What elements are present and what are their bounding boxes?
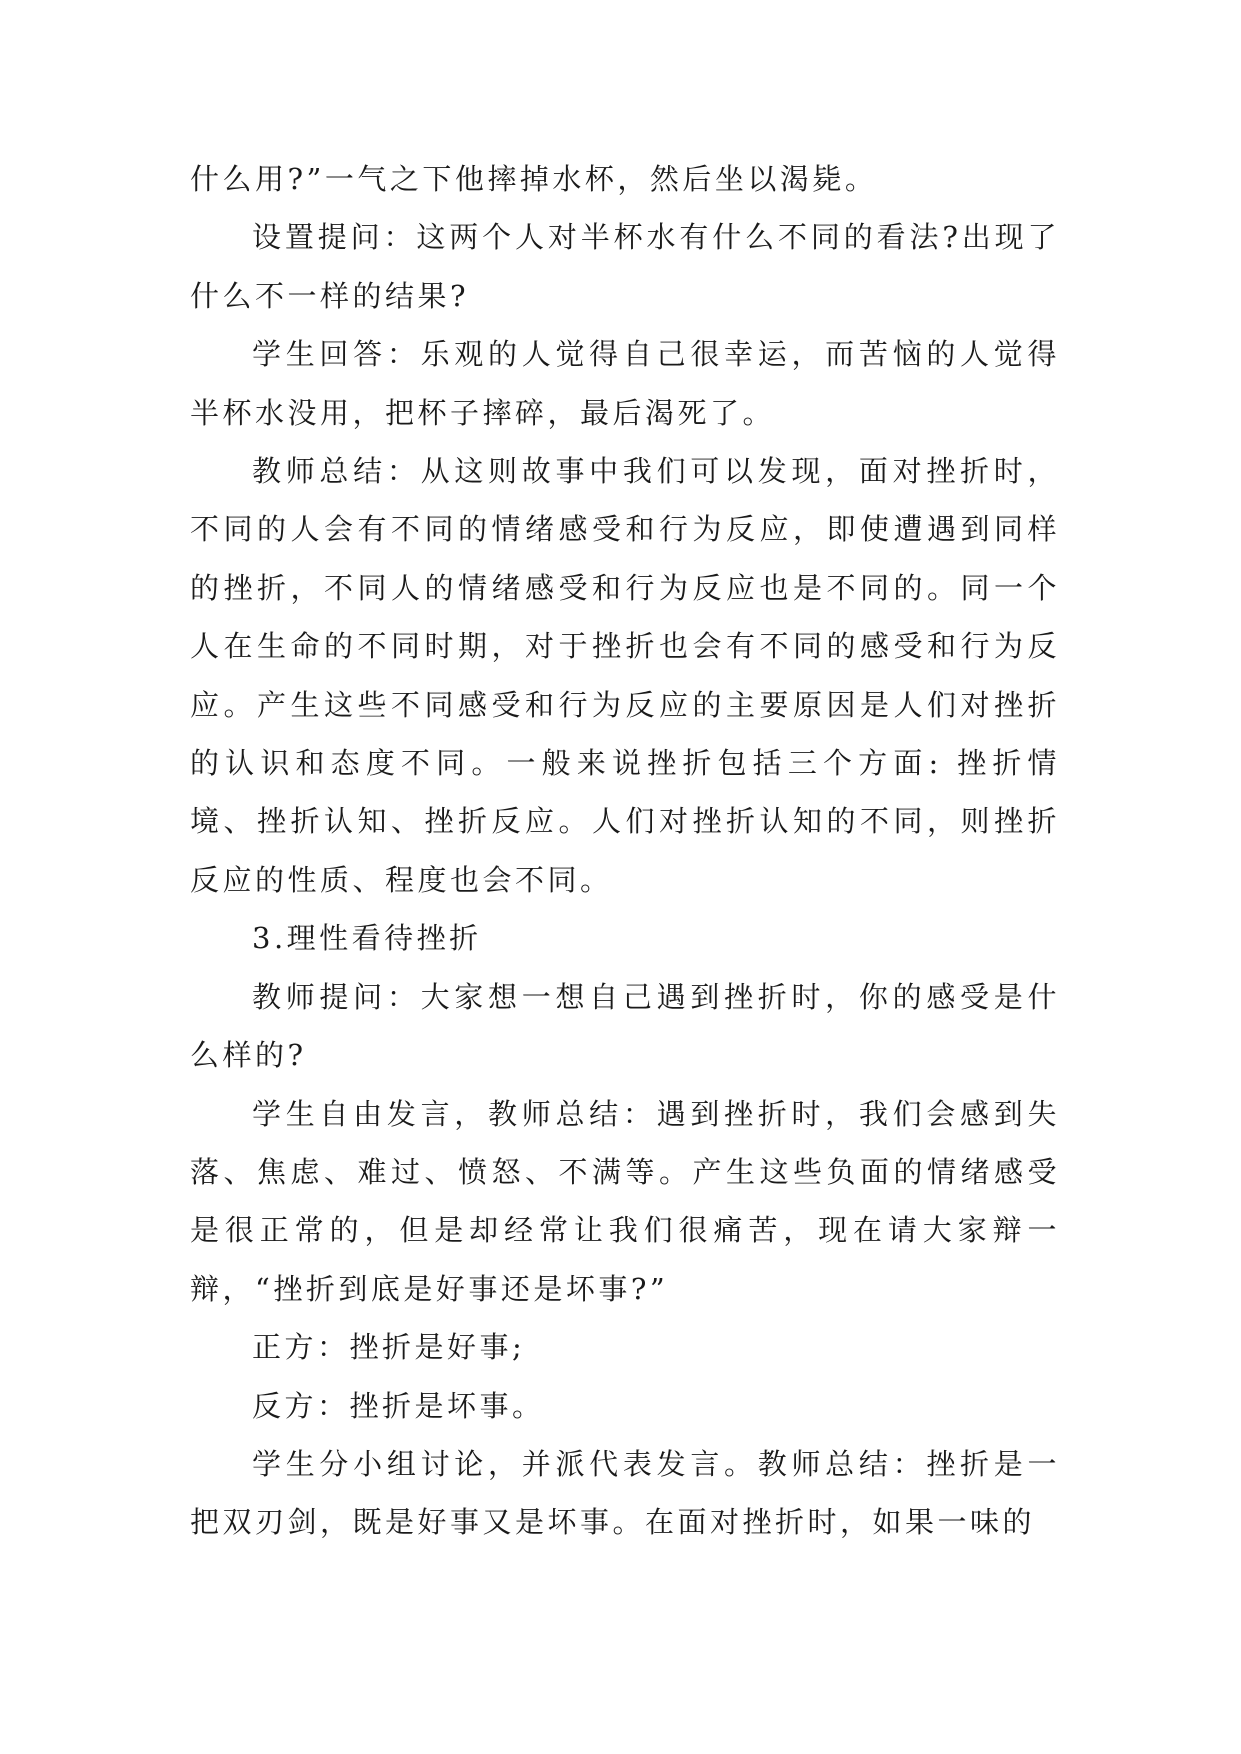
paragraph-question-setup: 设置提问：这两个人对半杯水有什么不同的看法?出现了什么不一样的结果? [190,220,1060,313]
paragraph-free-discussion: 学生自由发言，教师总结：遇到挫折时，我们会感到失落、焦虑、难过、愤怒、不满等。产生这些负面的情绪感受是很正常的，但是却经常让我们很痛苦，现在请大家辩一辩，“挫折到底是好事还是坏事?” [190,1096,1060,1306]
paragraph-student-answer: 学生回答：乐观的人觉得自己很幸运，而苦恼的人觉得半杯水没用，把杯子摔碎，最后渴死了。 [190,337,1060,430]
document-page [190,150,1060,1552]
paragraph-con-side: 反方：挫折是坏事。 [252,1388,545,1423]
paragraph-continued: 什么用?”一气之下他摔掉水杯，然后坐以渴毙。 [190,162,878,196]
paragraph-teacher-question: 教师提问：大家想一想自己遇到挫折时，你的感受是什么样的? [190,979,1060,1073]
section-heading: 3.理性看待挫折 [252,921,482,956]
paragraph-pro-side: 正方：挫折是好事; [252,1330,526,1365]
paragraph-teacher-summary: 教师总结：从这则故事中我们可以发现，面对挫折时，不同的人会有不同的情绪感受和行为反应，即使遭遇到同样的挫折，不同人的情绪感受和行为反应也是不同的。同一个人在生命的不同时期，对于挫折也会有不同的感受和行为反应。产生这些不同感受和行为反应的主要原因是人们对挫折的认识和态度不同。一般来说挫折包括三个方面: 挫折情境、挫折认知、挫折反应。人们对挫折认知的不同，则挫折反应的性质、程度也会不同。 [190,454,1060,897]
paragraph-group-discussion: 学生分小组讨论，并派代表发言。教师总结：挫折是一把双刃剑，既是好事又是坏事。在面对挫折时，如果一味的 [190,1446,1060,1540]
